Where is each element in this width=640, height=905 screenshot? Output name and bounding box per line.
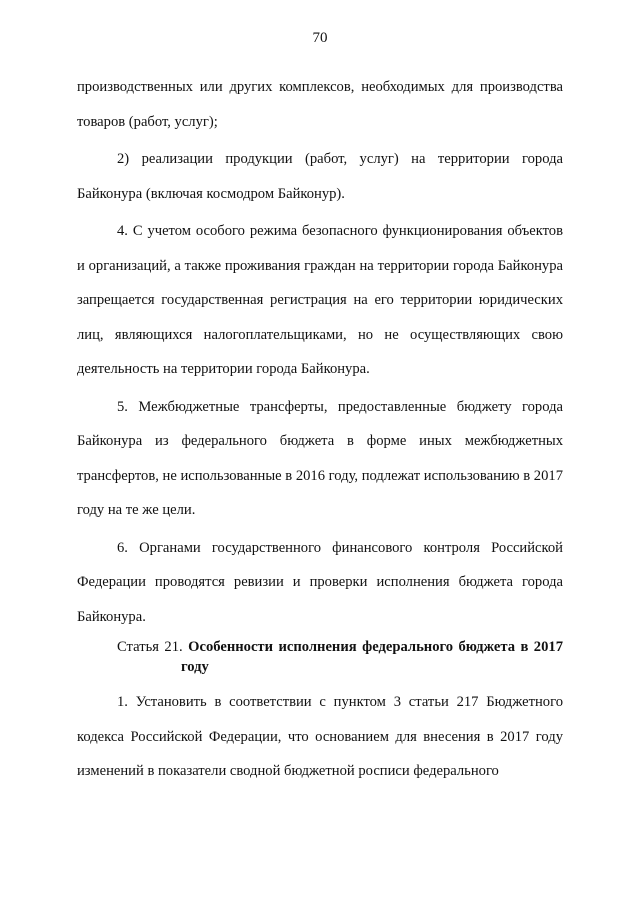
article-heading bbox=[77, 637, 563, 677]
paragraph-section-4: 4. С учетом особого режима безопасного функционирования объектов и организаций, а также проживания граждан на территории города Байконура запрещается государственная регистрация на его территории юридических лиц, являющихся налогоплательщиками, но не осуществляющих свою деятельность на территории города Байконура. bbox=[77, 223, 563, 377]
paragraph-section-5: 5. Межбюджетные трансферты, предоставленные бюджету города Байконура из федерального бюджета в форме иных межбюджетных трансфертов, не использованные в 2016 году, подлежат использованию в 2017 году на те же цели. bbox=[77, 398, 563, 518]
document-body bbox=[77, 70, 563, 792]
paragraph-section-6: 6. Органами государственного финансового контроля Российской Федерации проводятся ревизии и проверки исполнения бюджета города Байконура. bbox=[77, 539, 563, 625]
article-label: Статья 21. bbox=[117, 639, 183, 655]
paragraph-continuation: производственных или других комплексов, необходимых для производства товаров (работ, услуг); bbox=[77, 79, 563, 130]
page-number: 70 bbox=[312, 30, 328, 46]
paragraph-article-21-item-1: 1. Установить в соответствии с пунктом 3 статьи 217 Бюджетного кодекса Российской Федерации, что основанием для внесения в 2017 году изменений в показатели сводной бюджетной росписи федерального bbox=[77, 694, 563, 779]
article-title: Особенности исполнения федерального бюджета в 2017 году bbox=[181, 639, 563, 675]
paragraph-item-2: 2) реализации продукции (работ, услуг) на территории города Байконура (включая космодром Байконур). bbox=[77, 151, 563, 202]
